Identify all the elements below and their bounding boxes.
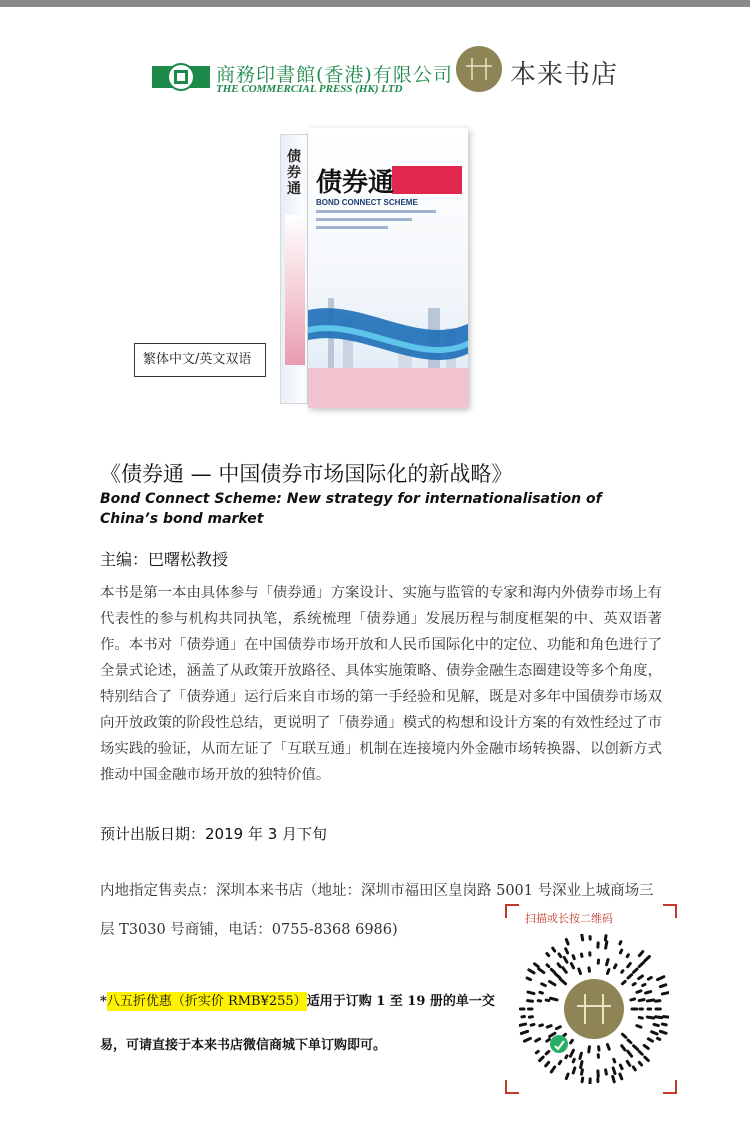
qr-code-dot <box>606 1070 607 1074</box>
qr-code-dot <box>566 949 568 953</box>
qr-code-dot <box>529 970 534 973</box>
qr-code-dot <box>664 1017 669 1018</box>
qr-code-dot <box>535 964 539 967</box>
qr-frame-corner <box>505 1080 519 1094</box>
qr-code-dot <box>654 1024 658 1025</box>
qr-code-dot <box>627 955 628 957</box>
publish-date: 预计出版日期：2019 年 3 月下旬 <box>100 825 328 843</box>
qr-code-dot <box>547 965 549 967</box>
qr-code-dot <box>652 1032 658 1034</box>
book-editor: 主编：巴曙松教授 <box>100 550 229 569</box>
qr-code-dot <box>628 975 632 978</box>
qr-code-dot <box>660 1031 666 1033</box>
qr-code-dot <box>589 1047 590 1052</box>
qr-code-dot <box>542 984 546 986</box>
qr-code-dot <box>566 939 568 944</box>
qr-code-dot <box>662 1024 666 1025</box>
qr-code-dot <box>531 1024 534 1025</box>
qr-code-dot <box>558 964 560 967</box>
qr-code-dot <box>570 1050 573 1056</box>
qr-code-dot <box>536 1051 538 1052</box>
qr-code-dot <box>622 1046 625 1050</box>
qr-code-dot <box>614 1059 615 1062</box>
qr-code-dot <box>521 1031 527 1033</box>
qr-code-dot <box>620 950 621 953</box>
bookstore-name: 本来书店 <box>510 60 619 90</box>
qr-code-dot <box>563 968 566 973</box>
qr-code-dot <box>581 954 582 956</box>
qr-code-dot <box>648 1039 652 1041</box>
qr-code-dot <box>613 1068 615 1074</box>
qr-code-dot <box>615 965 616 968</box>
qr-code-dot <box>647 1017 653 1018</box>
cover-subtitle-lines <box>316 210 436 234</box>
qr-code-dot <box>639 976 643 979</box>
book-cover-image <box>280 128 468 408</box>
qr-code-dot <box>573 1059 574 1062</box>
qr-code-dot <box>627 1061 630 1065</box>
qr-code-dot <box>547 954 549 956</box>
language-note: 繁体中文/英文双语 <box>134 343 266 377</box>
offer-prefix: * <box>100 994 107 1009</box>
qr-code-dot <box>620 1065 622 1069</box>
qr-code-dot <box>639 962 644 966</box>
qr-code-dot <box>566 1056 567 1058</box>
book-title-zh: 《债券通 — 中国债券市场国际化的新战略》 <box>100 462 513 486</box>
qr-code-dot <box>560 979 565 983</box>
qr-code-dot <box>582 935 583 940</box>
qr-code-dot <box>559 1061 561 1063</box>
qr-code-dot <box>633 1067 635 1070</box>
publisher-name-en: THE COMMERCIAL PRESS (HK) LTD <box>216 83 403 95</box>
qr-code-dot <box>639 1017 642 1018</box>
qr-code-dot <box>622 1034 625 1037</box>
qr-code-dot <box>527 978 530 980</box>
qr-code-dot <box>658 1038 660 1039</box>
qr-code-card[interactable] <box>505 904 677 1094</box>
qr-code-dot <box>579 969 581 973</box>
qr-code-dot <box>581 1062 582 1068</box>
qr-code-dot <box>620 1074 622 1079</box>
qr-code-dot <box>660 985 665 987</box>
qr-code-dot <box>643 984 645 985</box>
qr-code-dot <box>656 1017 662 1018</box>
qr-code-dot <box>646 992 651 994</box>
qr-code-dot <box>656 1001 660 1002</box>
book-spine <box>280 134 308 404</box>
qr-code-dot <box>547 1039 550 1041</box>
offer-details: 适用于订购 1 至 19 册的单一交易，可请直接于本来书店微信商城下单订购即可。 <box>100 994 495 1053</box>
cover-red-label <box>392 166 462 194</box>
qr-code-dot <box>563 1034 565 1036</box>
qr-code-dot <box>637 1026 641 1028</box>
qr-code-dot <box>559 954 561 957</box>
qr-code-dot <box>648 977 651 979</box>
qr-code-dot <box>628 1051 632 1056</box>
qr-code-dot <box>662 993 668 994</box>
qr-code-dot <box>528 1001 533 1002</box>
qr-code-dot <box>556 1027 560 1029</box>
bookstore-emblem-icon <box>456 46 502 92</box>
qr-code-dot <box>622 981 625 983</box>
qr-frame-corner <box>663 904 677 918</box>
qr-code-icon[interactable] <box>519 934 669 1084</box>
qr-code-dot <box>633 983 635 984</box>
cover-title-en: BOND CONNECT SCHEME <box>316 198 418 207</box>
top-border <box>0 0 750 7</box>
commercial-press-logo <box>152 58 453 100</box>
qr-code-dot <box>634 1046 638 1050</box>
store-info: 内地指定售卖点：深圳本来书店（地址：深圳市福田区皇岗路 5001 号深业上城商场三层 T3030 号商铺，电话：0755-8368 6986) <box>100 883 654 938</box>
spine-title: 债券通 <box>287 149 301 197</box>
qr-code-dot <box>607 960 608 965</box>
qr-code-dot <box>553 948 555 951</box>
cover-title-zh: 债券通 <box>316 168 395 198</box>
qr-code-dot <box>555 974 560 978</box>
qr-code-dot <box>550 981 555 984</box>
qr-code-dot <box>573 1068 575 1073</box>
qr-code-dot <box>639 1000 644 1001</box>
qr-code-dot <box>573 956 574 959</box>
qr-code-dot <box>634 969 637 972</box>
qr-code-dot <box>536 1039 540 1041</box>
qr-code-dot <box>607 970 608 974</box>
qr-code-dot <box>564 957 567 962</box>
qr-code-dot <box>645 1057 649 1060</box>
spine-decoration <box>285 215 305 365</box>
qr-code-dot <box>645 956 650 960</box>
qr-code-dot <box>540 1057 544 1060</box>
qr-code-dot <box>519 1024 525 1025</box>
qr-code-dot <box>607 1045 609 1050</box>
qr-code-dot <box>637 991 641 993</box>
qr-code-dot <box>622 971 623 973</box>
qr-code-dot <box>613 1076 614 1081</box>
qr-code-dot <box>628 963 631 966</box>
qr-code-dot <box>606 942 607 948</box>
qr-code-dot <box>551 969 554 972</box>
publisher-name-zh: 商務印書館(香港)有限公司 <box>216 64 453 86</box>
qr-code-dot <box>546 1062 549 1066</box>
qr-code-dot <box>631 999 635 1000</box>
qr-code-dot <box>580 1053 581 1058</box>
offer-highlight: 八五折优惠（折实价 RMB¥255） <box>106 994 307 1009</box>
qr-code-dot <box>550 998 557 1000</box>
qr-code-dot <box>546 1051 549 1053</box>
commercial-press-emblem-icon <box>152 60 210 94</box>
qr-code-dot <box>550 1033 555 1036</box>
qr-frame-corner <box>505 904 519 918</box>
offer-text <box>100 980 495 1068</box>
qr-code-dot <box>639 1051 642 1054</box>
qr-label: 扫描或长按二维码 <box>525 912 613 925</box>
qr-code-dot <box>524 1038 530 1041</box>
qr-code-dot <box>551 1067 554 1072</box>
book-front-cover <box>308 128 468 408</box>
qr-code-dot <box>628 1040 631 1043</box>
qr-code-dot <box>571 964 573 968</box>
qr-code-dot <box>571 1040 573 1043</box>
qr-code-dot <box>639 1062 641 1065</box>
qr-code-dot <box>639 952 642 956</box>
bookstore-logo <box>456 46 619 96</box>
qr-code-dot <box>582 1078 583 1082</box>
qr-code-dot <box>528 992 534 994</box>
qr-code-dot <box>658 977 664 980</box>
book-title-en: Bond Connect Scheme: New strategy for internationalisation of China’s bond market <box>100 491 602 527</box>
qr-code-dot <box>539 969 544 973</box>
qr-code-dot <box>566 1074 568 1078</box>
qr-code-dot <box>644 1045 648 1048</box>
qr-code-dot <box>547 1026 551 1028</box>
book-description: 本书是第一本由具体参与「债券通」方案设计、实施与监管的专家和海内外债券市场上有代表性的参与机构共同执笔，系统梳理「债券通」发展历程与制度框架的中、英双语著作。本书对「债券通」在中国债券市场开放和人民币国际化中的定位、功能和角色进行了全景式论述，涵盖了从政策开放路径、具体实施策略、债券金融生态圈建设等多个角度，特别结合了「债券通」运行后来自市场的第一手经验和见解，既是对多年中国债券市场双向开放政策的阶段性总结，更说明了「债券通」模式的构想和设计方案的有效性经过了市场实践的验证，从而左证了「互联互通」机制在连接境内外金融市场转换器、以创新方式推动中国金融市场开放的独特价值。 <box>100 585 662 783</box>
qr-code-dot <box>540 1025 543 1026</box>
qr-code-dot <box>605 936 606 940</box>
qr-code-dot <box>582 1070 583 1074</box>
qr-code-dot <box>647 1000 653 1001</box>
cover-skyline-illustration <box>308 258 468 408</box>
qr-code-dot <box>620 942 621 944</box>
qr-code-dot <box>540 992 542 993</box>
